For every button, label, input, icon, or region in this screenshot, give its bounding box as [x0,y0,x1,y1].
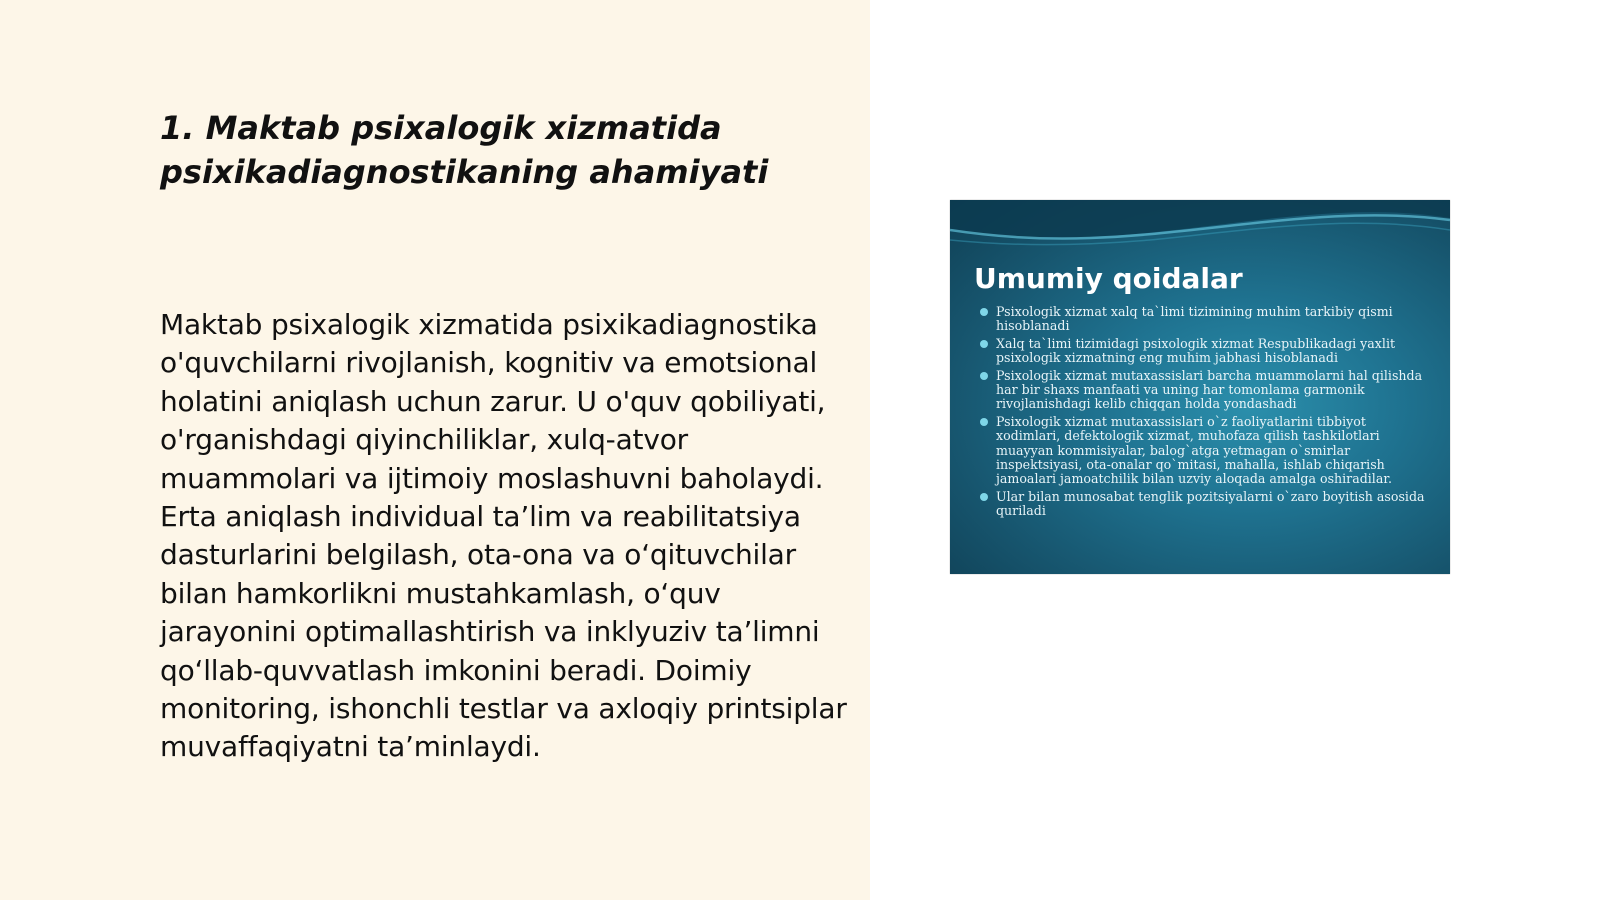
bullet-icon [980,340,988,348]
bullet-icon [980,493,988,501]
bullet-icon [980,418,988,426]
slide-title: 1. Maktab psixalogik xizmatida psixikadiagnostikaning ahamiyati [160,109,769,191]
list-item: Ular bilan munosabat tenglik pozitsiyalarni o`zaro boyitish asosida quriladi [980,490,1430,519]
list-item: Xalq ta`limi tizimidagi psixologik xizmat Respublikadagi yaxlit psixologik xizmatning eng muhim jabhasi hisoblanadi [980,337,1430,366]
list-item: Psixologik xizmat mutaxassislari barcha muammolarni hal qilishda har bir shaxs manfaati va uning har tomonlama garmonik rivojlanishdagi kelib chiqqan holda yondashadi [980,369,1430,412]
slide-body-text: Maktab psixalogik xizmatida psixikadiagnostika o'quvchilarni rivojlanish, kognitiv va emotsional holatini aniqlash uchun zarur. U o'quv qobiliyati, o'rganishdagi qiyinchiliklar, xulq-atvor muammolari va ijtimoiy moslashuvni baholaydi. Erta aniqlash individual ta’lim va reabilitatsiya dasturlarini belgilash, ota-ona va o‘qituvchilar bilan hamkorlikni mustahkamlash, o‘quv jarayonini optimallashtirish va inklyuziv ta’limni qo‘llab-quvvatlash imkonini beradi. Doimiy monitoring, ishonchli testlar va axloqiy printsiplar muvaffaqiyatni ta’minlaydi. [160,308,847,764]
bullet-icon [980,372,988,380]
bullet-icon [980,308,988,316]
embedded-slide-image [950,200,1450,574]
list-item: Psixologik xizmat mutaxassislari o`z faoliyatlarini tibbiyot xodimlari, defektologik xizmat, muhofaza qilish tashkilotlari muayyan kommisiyalar, balog`atga yetmagan o`smirlar inspektsiyasi, ota-onalar qo`mitasi, mahalla, ishlab chiqarish jamoalari jamoatchilik bilan uzviy aloqada amalga oshiradilar. [980,415,1430,487]
list-item: Psixologik xizmat xalq ta`limi tizimining muhim tarkibiy qismi hisoblanadi [980,305,1430,334]
embedded-slide-title: Umumiy qoidalar [974,262,1243,295]
embedded-bullet-list [980,305,1430,522]
